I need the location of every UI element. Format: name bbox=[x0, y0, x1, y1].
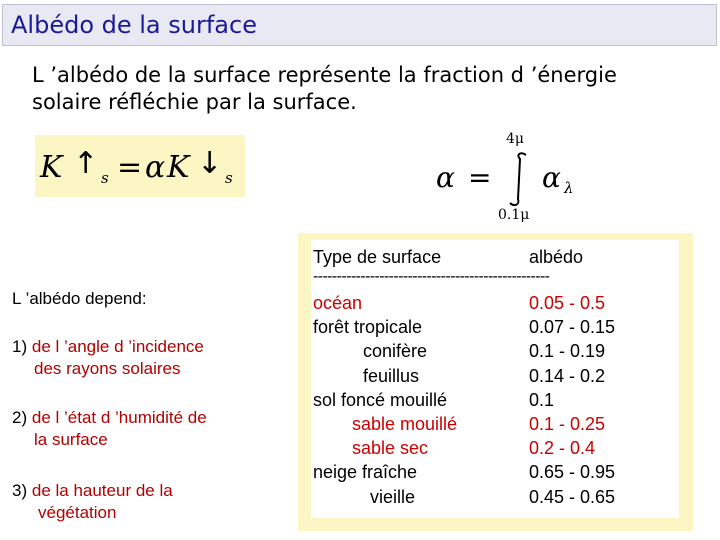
side-item-3 bbox=[12, 480, 173, 524]
side-item-line1: de l ’état d ’humidité de bbox=[31, 408, 207, 427]
table-cell-surface: sable mouillé bbox=[352, 414, 458, 434]
energy-equation bbox=[35, 135, 245, 197]
side-item-line2: la surface bbox=[34, 430, 108, 449]
side-item-line2: des rayons solaires bbox=[34, 359, 181, 378]
eq-alpha: α bbox=[145, 150, 166, 185]
arrow-down-icon: ↓ bbox=[197, 146, 223, 181]
formula-alpha: α bbox=[436, 161, 455, 194]
table-cell-albedo: 0.1 - 0.19 bbox=[529, 341, 606, 361]
formula-equals: = bbox=[468, 161, 492, 194]
eq-K: K bbox=[40, 150, 63, 185]
side-item-2 bbox=[12, 407, 207, 451]
table-header-albedo: albédo bbox=[529, 247, 584, 267]
side-item-line1: de la hauteur de la bbox=[31, 481, 173, 500]
table-cell-surface: vieille bbox=[370, 487, 416, 507]
table-cell-surface: forêt tropicale bbox=[313, 317, 423, 337]
table-cell-albedo: 0.2 - 0.4 bbox=[529, 438, 596, 458]
integral-sign-icon bbox=[510, 153, 526, 205]
title-bar bbox=[2, 4, 717, 46]
eq-equals: = bbox=[117, 150, 143, 185]
table-cell-surface: neige fraîche bbox=[313, 462, 418, 482]
table-cell-albedo: 0.05 - 0.5 bbox=[529, 293, 606, 313]
table-cell-surface: sable sec bbox=[352, 438, 429, 458]
eq-K2: K bbox=[167, 150, 190, 185]
table-cell-surface: océan bbox=[313, 293, 363, 313]
arrow-up-icon: ↑ bbox=[73, 146, 99, 181]
table-cell-surface: sol foncé mouillé bbox=[313, 390, 448, 410]
integral-formula bbox=[430, 125, 600, 225]
table-cell-surface: feuillus bbox=[363, 366, 420, 386]
side-item-1 bbox=[12, 336, 204, 380]
eq-sub-s1: s bbox=[101, 169, 109, 187]
table-cell-albedo: 0.14 - 0.2 bbox=[529, 366, 606, 386]
side-item-num: 3) bbox=[12, 481, 28, 500]
page-title: Albédo de la surface bbox=[11, 11, 257, 39]
intro-text: L ’albédo de la surface représente la fraction d ’énergie solaire réfléchie par la surface. bbox=[32, 63, 617, 114]
integral-upper-limit: 4μ bbox=[506, 131, 525, 147]
integral-lower-limit: 0.1μ bbox=[498, 207, 530, 223]
side-item-line1: de l ’angle d ’incidence bbox=[31, 337, 204, 356]
table-cell-albedo: 0.1 - 0.25 bbox=[529, 414, 606, 434]
table-cell-surface: conifère bbox=[363, 341, 428, 361]
table-cell-albedo: 0.45 - 0.65 bbox=[529, 487, 616, 507]
table-cell-albedo: 0.1 bbox=[529, 390, 555, 410]
eq-sub-s2: s bbox=[225, 169, 233, 187]
side-item-line2: végétation bbox=[38, 503, 117, 522]
side-item-num: 2) bbox=[12, 408, 28, 427]
formula-alpha-lambda: α bbox=[542, 161, 561, 194]
formula-lambda: λ bbox=[564, 179, 574, 197]
table-header-surface: Type de surface bbox=[313, 247, 442, 267]
table-separator: -------------------------------------------------- bbox=[313, 268, 550, 285]
side-item-num: 1) bbox=[12, 337, 28, 356]
side-heading: L ’albédo depend: bbox=[12, 289, 147, 308]
table-cell-albedo: 0.65 - 0.95 bbox=[529, 462, 616, 482]
table-cell-albedo: 0.07 - 0.15 bbox=[529, 317, 616, 337]
